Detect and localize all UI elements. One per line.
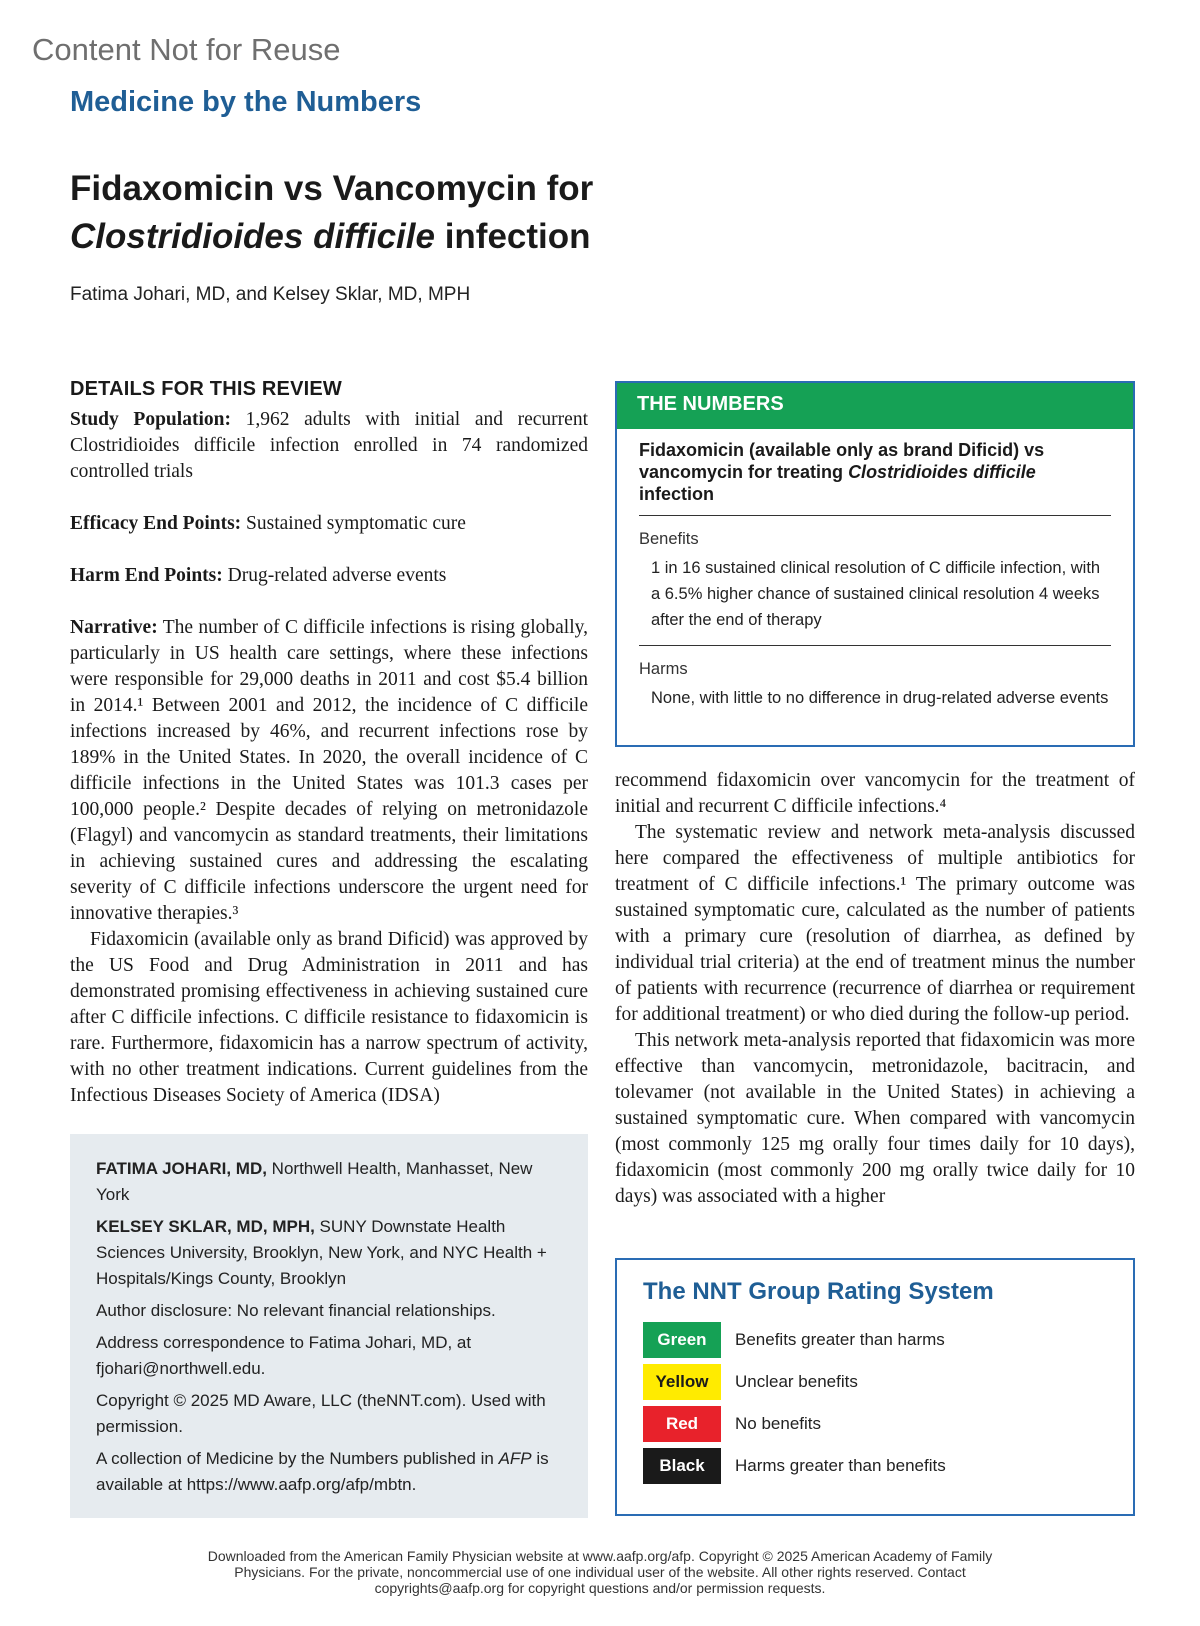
benefits-text: 1 in 16 sustained clinical resolution of C difficile infection, with a 6.5% higher chance of sustained clinical resolution 4 weeks after the end of therapy bbox=[651, 559, 1101, 629]
numbers-subtitle-italic: Clostridioides difficile bbox=[848, 462, 1036, 482]
section-label: Medicine by the Numbers bbox=[70, 86, 422, 118]
nnt-rating-box bbox=[615, 1258, 1135, 1516]
harm-paragraph bbox=[70, 563, 588, 589]
right-paragraph-2: The systematic review and network meta-analysis discussed here compared the effectiveness of multiple antibiotics for treatment of C difficile infections.¹ The primary outcome was sustained symptomatic cure, calculated as the number of patients with a primary cure (resolution of diarrhea, as defined by individual trial criteria) at the end of treatment minus the number of patients with recurrence (recurrence of diarrhea or requirement for additional treatment) or who died during the follow-up period. bbox=[615, 822, 1135, 1025]
nnt-desc-black: Harms greater than benefits bbox=[735, 1456, 946, 1475]
author1-affiliation: Northwell Health, Manhasset, New York bbox=[96, 1159, 533, 1204]
details-heading: DETAILS FOR THIS REVIEW bbox=[70, 378, 343, 400]
collection-journal: AFP bbox=[498, 1449, 532, 1468]
title-italic: Clostridioides difficile bbox=[70, 217, 435, 256]
nnt-row-red bbox=[643, 1404, 1107, 1444]
author2-name: KELSEY SKLAR, MD, MPH, bbox=[96, 1217, 315, 1236]
correspondence: Address correspondence to Fatima Johari, MD, at fjohari@northwell.edu. bbox=[96, 1333, 472, 1378]
page-title bbox=[70, 165, 690, 261]
narrative-paragraph bbox=[70, 615, 588, 927]
narrative-text: The number of C difficile infections is rising globally, particularly in US health care settings, where these infections were responsible for 29,000 deaths in 2011 and cost $5.4 billion in 2014.¹ Between 2001 and 2012, the incidence of C difficile infections increased by 46%, and recurrent infections rose by 189% in the United States. In 2020, the overall incidence of C difficile infections in the United States was 101.3 cases per 100,000 people.² Despite decades of relying on metronidazole (Flagyl) and vancomycin as standard treatments, their limitations in achieving sustained cures and addressing the escalating severity of C difficile infections underscore the urgent need for innovative therapies.³ bbox=[70, 617, 588, 924]
nnt-desc-red: No benefits bbox=[735, 1414, 821, 1433]
nnt-desc-green: Benefits greater than harms bbox=[735, 1330, 945, 1349]
numbers-box bbox=[615, 381, 1135, 747]
nnt-row-yellow bbox=[643, 1362, 1107, 1402]
author1-bio bbox=[96, 1156, 562, 1208]
author2-bio bbox=[96, 1214, 562, 1292]
numbers-divider bbox=[639, 645, 1111, 646]
efficacy-text: Sustained symptomatic cure bbox=[241, 513, 466, 534]
efficacy-paragraph bbox=[70, 511, 588, 537]
nnt-swatch-red: Red bbox=[643, 1406, 721, 1442]
collection-note bbox=[96, 1446, 562, 1498]
population-paragraph bbox=[70, 407, 588, 485]
watermark: Content Not for Reuse bbox=[32, 32, 341, 67]
authors: Fatima Johari, MD, and Kelsey Sklar, MD, MPH bbox=[70, 284, 471, 305]
harm-label: Harm End Points: bbox=[70, 565, 223, 586]
title-rest: infection bbox=[434, 217, 591, 256]
nnt-title: The NNT Group Rating System bbox=[643, 1278, 994, 1305]
harms-label: Harms bbox=[639, 660, 688, 678]
population-label: Study Population: bbox=[70, 409, 231, 430]
author1-name: FATIMA JOHARI, MD, bbox=[96, 1159, 267, 1178]
author-bio-box bbox=[70, 1134, 588, 1518]
nnt-desc-yellow: Unclear benefits bbox=[735, 1372, 858, 1391]
numbers-subtitle-post: infection bbox=[639, 484, 714, 504]
nnt-row-green bbox=[643, 1320, 1107, 1360]
numbers-heading: THE NUMBERS bbox=[617, 383, 1133, 429]
nnt-row-black bbox=[643, 1446, 1107, 1486]
collection-post: is available at https://www.aafp.org/afp/mbtn. bbox=[96, 1449, 549, 1494]
copyright-note: Copyright © 2025 MD Aware, LLC (theNNT.com). Used with permission. bbox=[96, 1391, 546, 1436]
disclosure: Author disclosure: No relevant financial relationships. bbox=[96, 1301, 496, 1320]
numbers-subtitle-pre: Fidaxomicin (available only as brand Dificid) vs vancomycin for treating bbox=[639, 440, 1045, 482]
author2-affiliation: SUNY Downstate Health Sciences University, Brooklyn, New York, and NYC Health + Hospitals/Kings County, Brooklyn bbox=[96, 1217, 547, 1288]
population-text: 1,962 adults with initial and recurrent Clostridioides difficile infection enrolled in 74 randomized controlled trials bbox=[70, 409, 588, 482]
right-paragraph-3: This network meta-analysis reported that fidaxomicin was more effective than vancomycin, metronidazole, bacitracin, and tolevamer (not available in the United States) in achieving a sustained symptomatic cure. When compared with vancomycin (most commonly 125 mg orally four times daily for 10 days), fidaxomicin (most commonly 200 mg orally twice daily for 10 days) was associated with a higher bbox=[615, 1030, 1135, 1207]
nnt-swatch-black: Black bbox=[643, 1448, 721, 1484]
numbers-subtitle bbox=[639, 439, 1111, 516]
body-right-column bbox=[615, 768, 1135, 1210]
harms-text: None, with little to no difference in drug-related adverse events bbox=[651, 689, 1109, 707]
right-paragraph-1: recommend fidaxomicin over vancomycin for the treatment of initial and recurrent C difficile infections.⁴ bbox=[615, 770, 1135, 817]
efficacy-label: Efficacy End Points: bbox=[70, 513, 242, 534]
narrative-label: Narrative: bbox=[70, 617, 158, 638]
footer-copyright: Downloaded from the American Family Physician website at www.aafp.org/afp. Copyright © 2025 American Academy of Family Physicians. For the private, noncommercial use of one individual user of the website. All other rights reserved. Contact copyrights@aafp.org for copyright questions and/or permission requests. bbox=[207, 1548, 993, 1596]
harm-text: Drug-related adverse events bbox=[222, 565, 447, 586]
details-column bbox=[70, 378, 588, 1109]
nnt-swatch-green: Green bbox=[643, 1322, 721, 1358]
nnt-swatch-yellow: Yellow bbox=[643, 1364, 721, 1400]
collection-pre: A collection of Medicine by the Numbers published in bbox=[96, 1449, 499, 1468]
benefits-label: Benefits bbox=[639, 530, 699, 548]
narrative-paragraph-2: Fidaxomicin (available only as brand Dificid) was approved by the US Food and Drug Administration in 2011 and has demonstrated promising effectiveness in achieving sustained cure after C difficile infections. C difficile resistance to fidaxomicin is rare. Furthermore, fidaxomicin has a narrow spectrum of activity, with no other treatment indications. Current guidelines from the Infectious Diseases Society of America (IDSA) bbox=[70, 929, 588, 1106]
title-line1: Fidaxomicin vs Vancomycin for bbox=[70, 169, 594, 208]
